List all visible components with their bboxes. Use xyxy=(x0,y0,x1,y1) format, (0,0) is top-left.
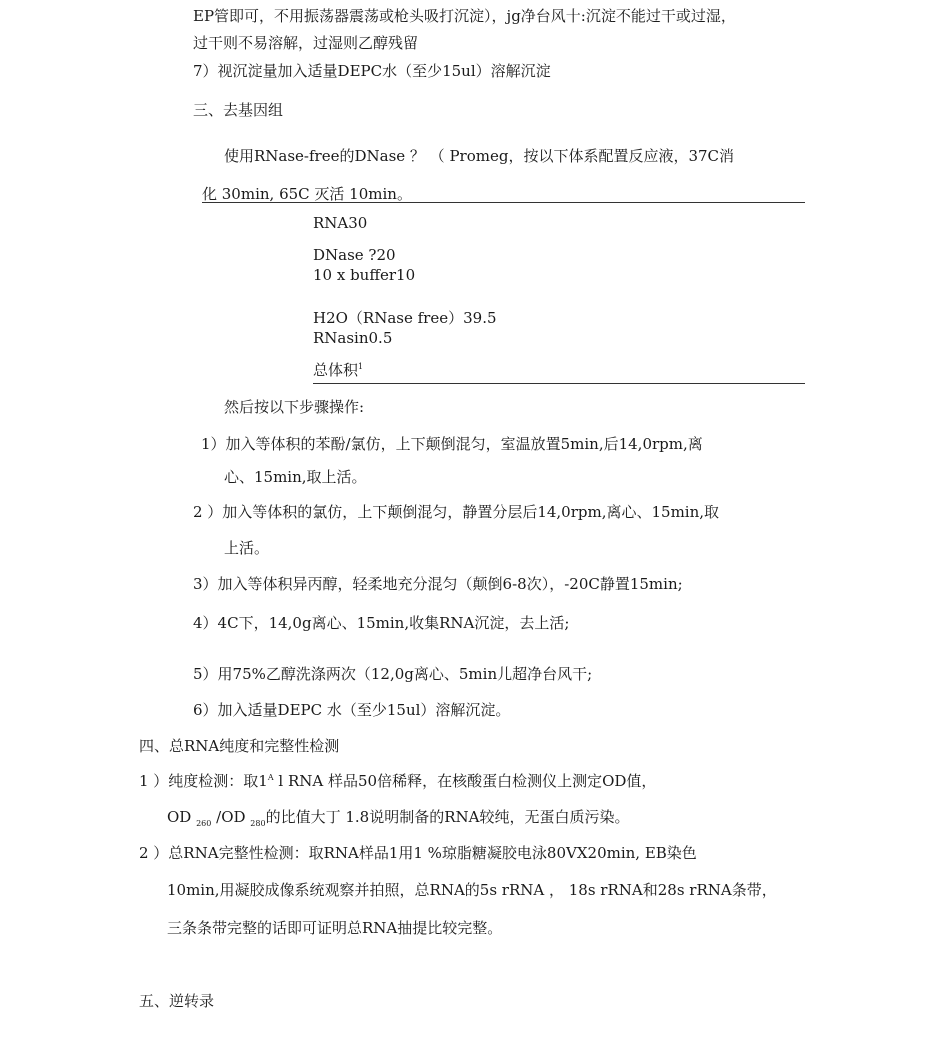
step-4: 4）4C下，14,0g离心、15min,收集RNA沉淀，去上活; xyxy=(193,614,570,632)
section-3-heading: 三、去基因组 xyxy=(193,101,284,119)
section-3-paragraph-line-2: 化 30min, 65C 灭活 10min。 xyxy=(202,185,412,203)
intro-line-1: EP管即可，不用振荡器震荡或枪头吸打沉淀），jg净台风十:沉淀不能过干或过湿， xyxy=(193,7,736,25)
od-subscript-280: 280 xyxy=(250,819,266,828)
step-1-line-1: 1）加入等体积的苯酚/氯仿，上下颠倒混匀，室温放置5min,后14,0rpm,离 xyxy=(201,435,703,453)
od-subscript-260: 260 xyxy=(196,819,212,828)
table-row-rna: RNA30 xyxy=(313,214,368,232)
step-7: 7）视沉淀量加入适量DEPC水（至少15ul）溶解沉淀 xyxy=(193,62,551,80)
table-total-superscript: 1 xyxy=(358,362,364,371)
integrity-check-line-1: 2 ）总RNA完整性检测：取RNA样品1用1 %琼脂糖凝胶电泳80VX20min, EB染色 xyxy=(139,844,697,862)
section-3-paragraph-line-1: 使用RNase-free的DNase ？ （ Promeg，按以下体系配置反应液，37C消 xyxy=(224,147,735,165)
step-2-line-1: 2 ）加入等体积的氯仿，上下颠倒混匀，静置分层后14,0rpm,离心、15min,取 xyxy=(193,503,720,521)
purity-check-superscript: A xyxy=(267,773,274,782)
section-5-heading: 五、逆转录 xyxy=(139,992,215,1010)
section-4-heading: 四、总RNA纯度和完整性检测 xyxy=(139,737,340,755)
step-1-line-2: 心、15min,取上活。 xyxy=(224,468,367,486)
intro-line-2: 过干则不易溶解，过湿则乙醇残留 xyxy=(193,34,419,52)
od-label-2: /OD xyxy=(211,808,251,826)
step-3: 3）加入等体积异丙醇，轻柔地充分混匀（颠倒6-8次），-20C静置15min; xyxy=(193,575,683,593)
od-label-1: OD xyxy=(167,808,197,826)
table-top-rule xyxy=(202,202,805,203)
step-5: 5）用75%乙醇洗涤两次（12,0g离心、5min儿超净台风干; xyxy=(193,665,593,683)
step-6: 6）加入适量DEPC 水（至少15ul）溶解沉淀。 xyxy=(193,701,511,719)
purity-check-line-1 xyxy=(139,771,656,791)
purity-check-text-a: 1 ）纯度检测：取1 xyxy=(139,772,268,790)
integrity-check-line-2: 10min,用凝胶成像系统观察并拍照，总RNA的5s rRNA ， 18s rRNA和28s rRNA条带， xyxy=(167,881,777,899)
table-bottom-rule xyxy=(313,383,805,384)
table-total-label: 总体积 xyxy=(313,361,359,379)
table-row-dnase: DNase ?20 xyxy=(313,246,396,264)
purity-ratio-text: 的比值大丁 1.8说明制备的RNA较纯，无蛋白质污染。 xyxy=(265,808,630,826)
purity-check-text-b: l RNA 样品50倍稀释，在核酸蛋白检测仪上测定OD值， xyxy=(273,772,657,790)
then-steps-intro: 然后按以下步骤操作: xyxy=(224,398,365,416)
table-row-buffer: 10 x buffer10 xyxy=(313,266,416,284)
purity-check-line-2 xyxy=(167,807,629,827)
table-row-total xyxy=(313,360,363,380)
integrity-check-line-3: 三条条带完整的话即可证明总RNA抽提比较完整。 xyxy=(167,919,503,937)
table-row-rnasin: RNasin0.5 xyxy=(313,329,393,347)
step-2-line-2: 上活。 xyxy=(224,539,270,557)
table-row-water: H2O（RNase free）39.5 xyxy=(313,309,497,327)
